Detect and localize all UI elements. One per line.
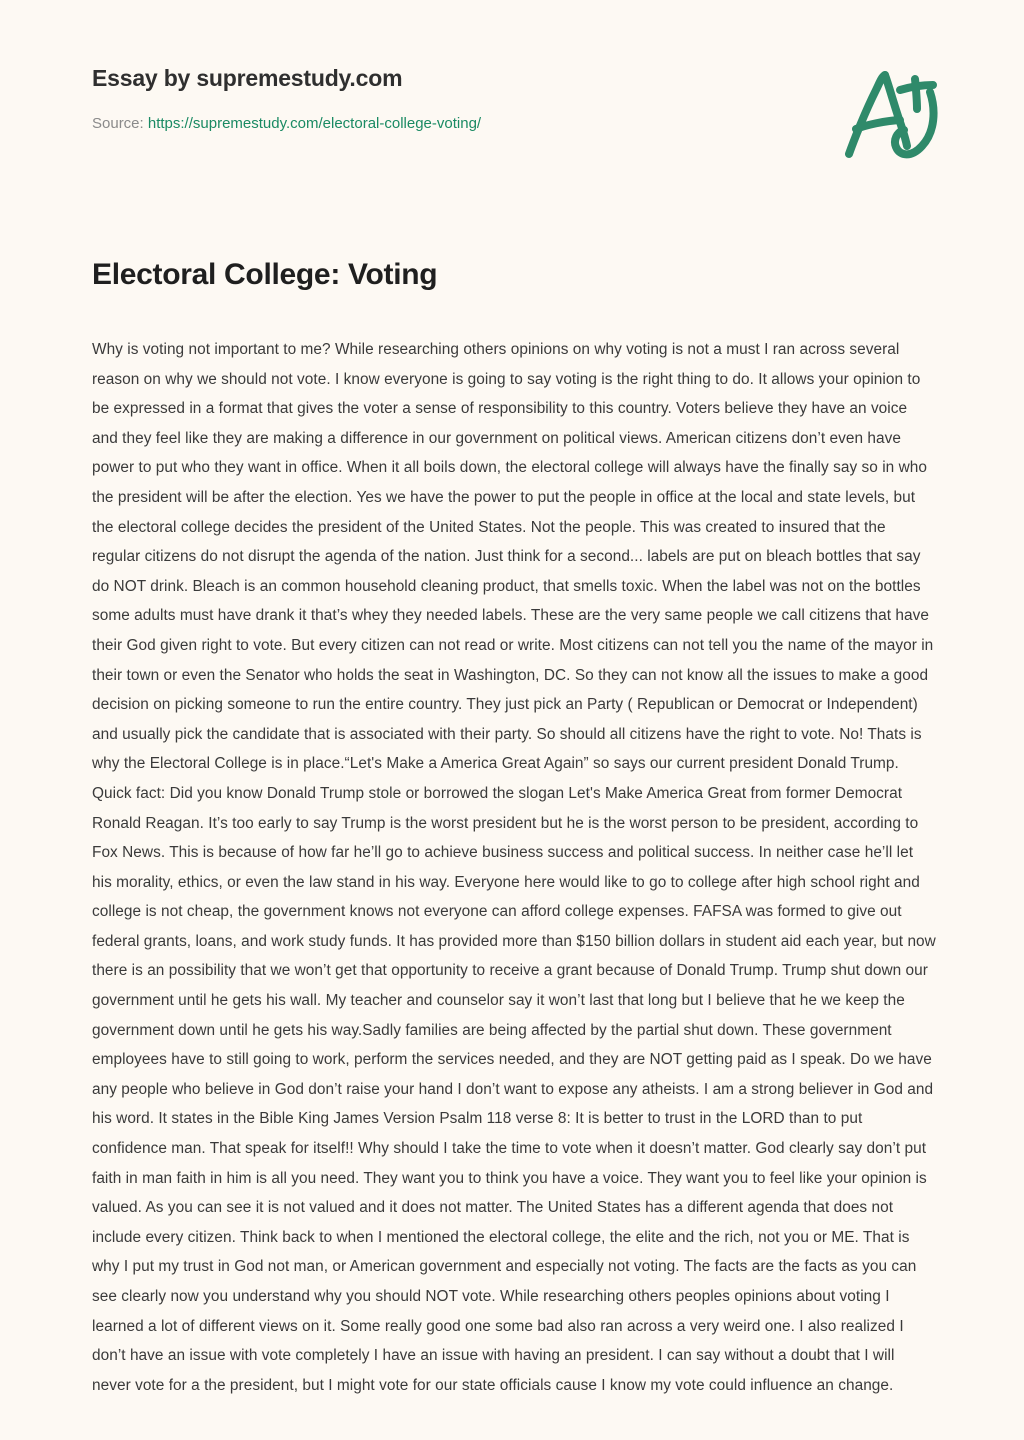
article [0, 256, 1024, 1440]
a-plus-logo-icon[interactable] [832, 62, 952, 172]
page-title: Electoral College: Voting [92, 258, 438, 291]
source-url-link[interactable]: https://supremestudy.com/electoral-college-voting/ [147, 115, 482, 132]
source-line [92, 114, 936, 134]
article-body-text: Why is voting not important to me? While researching others opinions on why voting is not a must I ran across several reason on why we should not vote. I know everyone is going to say voting is the right thing to do. It allows your opinion to be expressed in a format that gives the voter a sense of responsibility to this country. Voters believe they have an voice and they feel like they are making a difference in our government on political views. American citizens don’t even have power to put who they want in office. When it all boils down, the electoral college will always have the finally say so in who the president will be after the election. Yes we have the power to put the people in office at the local and state levels, but the electoral college decides the president of the United States. Not the people. This was created to insured that the regular citizens do not disrupt the agenda of the nation. Just think for a second... labels are put on bleach bottles that say do NOT drink. Bleach is an common household cleaning product, that smells toxic. When the label was not on the bottles some adults must have drank it that’s whey they needed labels. These are the very same people we call citizens that have their God given right to vote. But every citizen can not read or write. Most citizens can not tell you the name of the mayor in their town or even the Senator who holds the seat in Washington, DC. So they can not know all the issues to make a good decision on picking someone to run the entire country. They just pick an Party ( Republican or Democrat or Independent) and usually pick the candidate that is associated with their party. So should all citizens have the right to vote. No! Thats is why the Electoral College is in place.“Let's Make a America Great Again” so says our current president Donald Trump. Quick fact: Did you know Donald Trump stole or borrowed the slogan Let's Make America Great from former Democrat Ronald Reagan. It’s too early to say Trump is the worst president but he is the worst person to be president, according to Fox News. This is because of how far he’ll go to achieve business success and political success. In neither case he’ll let his morality, ethics, or even the law stand in his way. Everyone here would like to go to college after high school right and college is not cheap, the government knows not everyone can afford college expenses. FAFSA was formed to give out federal grants, loans, and work study funds. It has provided more than $150 billion dollars in student aid each year, but now there is an possibility that we won’t get that opportunity to receive a grant because of Donald Trump. Trump shut down our government until he gets his wall. My teacher and counselor say it won’t last that long but I believe that he we keep the government down until he gets his way.Sadly families are being affected by the partial shut down. These government employees have to still going to work, perform the services needed, and they are NOT getting paid as I speak. Do we have any people who believe in God don’t raise your hand I don’t want to expose any atheists. I am a strong believer in God and his word. It states in the Bible King James Version Psalm 118 verse 8: It is better to trust in the LORD than to put confidence man. That speak for itself!! Why should I take the time to vote when it doesn’t matter. God clearly say don’t put faith in man faith in him is all you need. They want you to think you have a voice. They want you to feel like your opinion is valued. As you can see it is not valued and it does not matter. The United States has a different agenda that does not include every citizen. Think back to when I mentioned the electoral college, the elite and the rich, not you or ME. That is why I put my trust in God not man, or American government and especially not voting. The facts are the facts as you can see clearly now you understand why you should NOT vote. While researching others peoples opinions about voting I learned a lot of different views on it. Some really good one some bad also ran across a very weird one. I also realized I don’t have an issue with vote completely I have an issue with having an president. I can say without a doubt that I will never vote for a the president, but I might vote for our state officials cause I know my vote could influence an change. [92, 341, 941, 1394]
source-label: Source: [92, 115, 144, 132]
page-header [0, 0, 1024, 160]
byline: Essay by supremestudy.com [92, 65, 403, 91]
